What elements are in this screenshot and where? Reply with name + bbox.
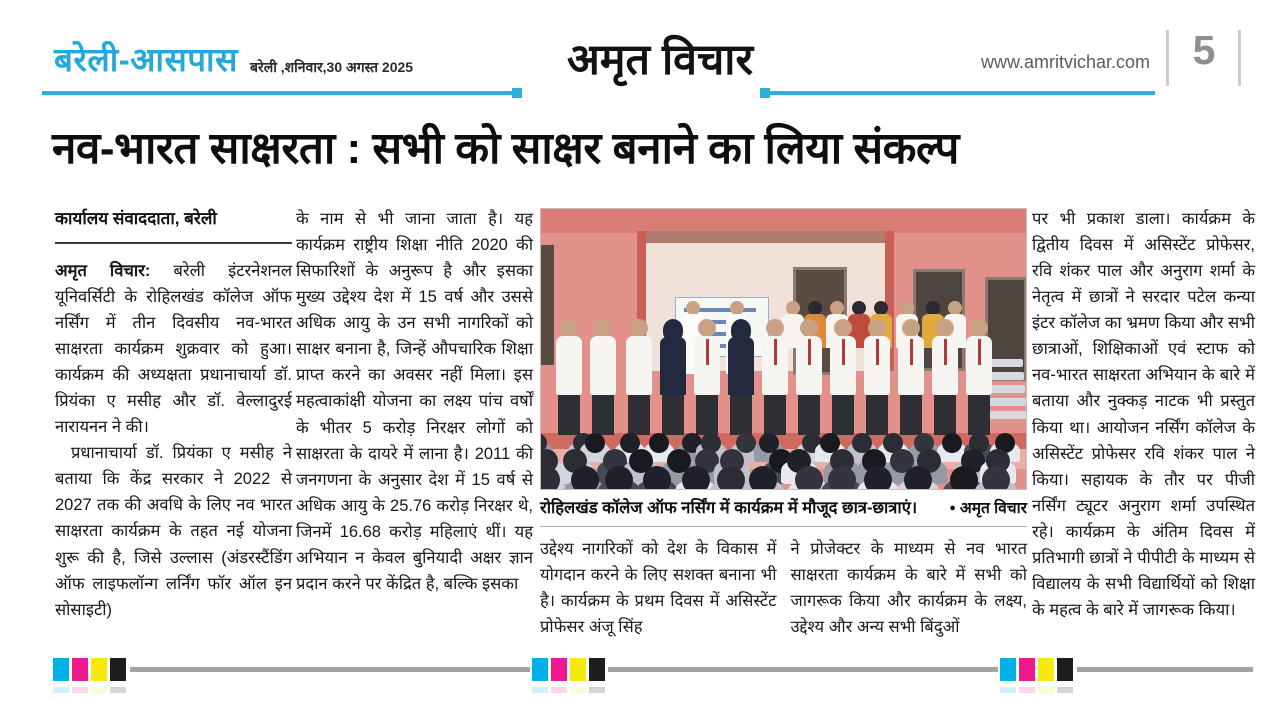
- back-row-head: [808, 301, 822, 315]
- paragraph: के नाम से भी जाना जाता है। यह कार्यक्रम राष्ट्रीय शिक्षा नीति 2020 की सिफारिशों के अनुरूप है और इसका मुख्य उद्देश्य देश में 15 वर्ष और उससे अधिक आयु के उन सभी नागरिकों को साक्षर बनाना है, जिन्हें औपचारिक शिक्षा प्राप्त करने का अवसर नहीं मिला। इस महत्वाकांक्षी योजना का लक्ष्य पांच वर्षों के भीतर 5 करोड़ निरक्षर लोगों को साक्षरता के दायरे में लाना है। 2011 की जनगणना के अनुसार देश में 15 वर्ष से अधिक आयु के 25.76 करोड़ निरक्षर थे, जिनमें 16.68 करोड़ महिलाएं थीं। यह अभियान न केवल बुनियादी अक्षर ज्ञान प्रदान करने पर केंद्रित है, बल्कि इसका: [296, 210, 533, 593]
- photo-credit-text: अमृत विचार: [959, 500, 1027, 517]
- person-head: [970, 319, 988, 337]
- back-row-head: [830, 301, 844, 315]
- person-legs: [696, 395, 718, 435]
- registration-square: [72, 658, 88, 681]
- left-doorway: [541, 245, 554, 365]
- article-column-4: ने प्रोजेक्टर के माध्यम से नव भारत साक्षरता कार्यक्रम के बारे में सभी को जागरूक किया और कार्यक्रम के लक्ष्य, उद्देश्य और अन्य सभी बिंदुओं: [790, 540, 1027, 637]
- person-legs: [662, 395, 684, 435]
- registration-square-ghost: [72, 687, 88, 693]
- crowd-head: [828, 466, 856, 490]
- section-label: बरेली-आसपास: [54, 41, 238, 78]
- person-head: [902, 319, 920, 337]
- crowd-head: [605, 466, 633, 490]
- article-column-3: उद्देश्य नागरिकों को देश के विकास में योगदान करने के लिए सशक्त बनाना भी है। कार्यक्रम के प्रथम दिवस में असिस्टेंट प्रोफेसर अंजू सिंह: [540, 540, 777, 637]
- print-rule: [608, 667, 998, 672]
- person-legs: [934, 395, 956, 435]
- registration-square-ghost: [570, 687, 586, 693]
- person-head: [868, 319, 886, 337]
- id-lanyard: [876, 339, 879, 365]
- registration-square: [551, 658, 567, 681]
- person-head: [594, 319, 612, 337]
- crowd-head: [864, 466, 892, 490]
- header-rule-left-endcap: [512, 88, 522, 98]
- crowd-head: [749, 466, 777, 490]
- print-rule: [130, 667, 530, 672]
- header-rule-right-endcap: [760, 88, 770, 98]
- back-row-head: [730, 301, 744, 315]
- registration-square-ghost: [532, 687, 548, 693]
- id-lanyard: [842, 339, 845, 365]
- crowd-head: [904, 466, 932, 490]
- crowd-head: [795, 466, 823, 490]
- person-legs: [558, 395, 580, 435]
- bullet-icon: ●: [949, 502, 956, 514]
- id-lanyard: [706, 339, 709, 365]
- header-rule-left: [42, 91, 512, 95]
- hijab-torso: [728, 337, 754, 395]
- photo-caption: रोहिलखंड कॉलेज ऑफ नर्सिंग में कार्यक्रम में मौजूद छात्र-छात्राएं।: [540, 499, 918, 517]
- page-number-divider-right: [1238, 30, 1241, 86]
- person-torso: [590, 336, 616, 395]
- print-rule: [1077, 667, 1253, 672]
- crowd-head: [649, 433, 669, 453]
- building-roofline: [541, 209, 1027, 233]
- crowd-head: [950, 466, 978, 490]
- crowd-head: [717, 466, 745, 490]
- registration-square-ghost: [551, 687, 567, 693]
- person-head: [560, 319, 578, 337]
- registration-square: [1019, 658, 1035, 681]
- registration-square: [91, 658, 107, 681]
- registration-square: [589, 658, 605, 681]
- registration-square-ghost: [1057, 687, 1073, 693]
- page-number: 5: [1192, 27, 1216, 73]
- page-number-divider-left: [1166, 30, 1169, 86]
- registration-square: [1057, 658, 1073, 681]
- person-head: [936, 319, 954, 337]
- registration-square-ghost: [91, 687, 107, 693]
- registration-square-ghost: [1000, 687, 1016, 693]
- article-headline: नव-भारत साक्षरता : सभी को साक्षर बनाने का लिया संकल्प: [52, 124, 959, 173]
- crowd-head: [682, 466, 710, 490]
- person-torso: [556, 336, 582, 395]
- registration-square-ghost: [110, 687, 126, 693]
- photo-block: [540, 208, 1027, 640]
- person-legs: [968, 395, 990, 435]
- byline: कार्यालय संवाददाता, बरेली: [55, 206, 292, 244]
- registration-square-ghost: [53, 687, 69, 693]
- registration-square: [532, 658, 548, 681]
- crowd-head: [942, 433, 962, 453]
- photo-credit: [949, 496, 1027, 518]
- article-column-1: [55, 206, 292, 623]
- back-row-head: [786, 301, 800, 315]
- id-lanyard: [978, 339, 981, 365]
- registration-square-ghost: [1019, 687, 1035, 693]
- paragraph-text: बरेली इंटरनेशनल यूनिवर्सिटी के रोहिलखंड कॉलेज ऑफ नर्सिंग में तीन दिवसीय नव-भारत साक्षरता कार्यक्रम शुक्रवार को हुआ। कार्यक्रम की अध्यक्षता प्रधानाचार्या डॉ. प्रियंका ए मसीह और डॉ. वेल्लादुरई नारायनन ने की।: [55, 261, 293, 437]
- registration-square-ghost: [1038, 687, 1054, 693]
- person-legs: [866, 395, 888, 435]
- person-legs: [798, 395, 820, 435]
- registration-square: [1038, 658, 1054, 681]
- crowd-head: [982, 466, 1010, 490]
- lead-label: अमृत विचार:: [55, 261, 151, 280]
- registration-square-ghost: [589, 687, 605, 693]
- person-legs: [592, 395, 614, 435]
- id-lanyard: [910, 339, 913, 365]
- person-head: [800, 319, 818, 337]
- person-legs: [628, 395, 650, 435]
- person-legs: [900, 395, 922, 435]
- crowd-head: [643, 466, 671, 490]
- person-head: [834, 319, 852, 337]
- back-row-head: [874, 301, 888, 315]
- person-head: [698, 319, 716, 337]
- back-row-head: [948, 301, 962, 315]
- person-legs: [730, 395, 752, 435]
- article-column-2: [296, 206, 533, 597]
- id-lanyard: [944, 339, 947, 365]
- back-row-head: [852, 301, 866, 315]
- back-row-head: [686, 301, 700, 315]
- crowd-head: [571, 466, 599, 490]
- crowd-head: [736, 433, 756, 453]
- news-photo: [540, 208, 1027, 490]
- registration-square: [110, 658, 126, 681]
- back-row-head: [926, 301, 940, 315]
- masthead-title: अमृत विचार: [566, 36, 754, 84]
- id-lanyard: [774, 339, 777, 365]
- paragraph: पर भी प्रकाश डाला। कार्यक्रम के द्वितीय दिवस में असिस्टेंट प्रोफेसर, रवि शंकर पाल और अनुराग शर्मा के नेतृत्व में छात्रों ने सरदार पटेल कन्या इंटर कॉलेज का भ्रमण किया और सभी छात्राओं, शिक्षिकाओं एवं स्टाफ को नव-भारत साक्षरता अभियान के बारे में बताया और नुक्कड़ नाटक भी प्रस्तुत किया था। आयोजन नर्सिंग कॉलेज के असिस्टेंट प्रोफेसर रवि शंकर पाल ने किया। सहायक के तौर पर पीजी नर्सिंग ट्यूटर अनुराग शर्मा उपस्थित रहे। कार्यक्रम के अंतिम दिवस में प्रतिभागी छात्रों ने पीपीटी के माध्यम से विद्यालय के सभी विद्यार्थियों को शिक्षा के महत्व के बारे में जागरूक किया।: [1032, 210, 1255, 619]
- person-legs: [764, 395, 786, 435]
- hijab-torso: [660, 337, 686, 395]
- registration-square: [570, 658, 586, 681]
- registration-square: [1000, 658, 1016, 681]
- paragraph: [55, 258, 292, 440]
- header-rule-right: [770, 91, 1155, 95]
- person-torso: [626, 336, 652, 395]
- person-legs: [832, 395, 854, 435]
- person-head: [630, 319, 648, 337]
- registration-square: [53, 658, 69, 681]
- website-url: www.amritvichar.com: [980, 52, 1150, 72]
- article-column-5: [1032, 206, 1255, 623]
- caption-divider: [540, 526, 1027, 527]
- dateline: बरेली ,शनिवार,30 अगस्त 2025: [250, 59, 414, 75]
- recess-beam: [645, 231, 885, 243]
- id-lanyard: [808, 339, 811, 365]
- back-row-head: [900, 301, 914, 315]
- person-head: [766, 319, 784, 337]
- paragraph: प्रधानाचार्या डॉ. प्रियंका ए मसीह ने बताया कि केंद्र सरकार ने 2022 से 2027 तक की अवधि के लिए नव भारत साक्षरता कार्यक्रम के तहत नई योजना शुरू की है, जिसे उल्लास (अंडरस्टैंडिंग ऑफ लाइफलॉन्ग लर्निंग फॉर ऑल इन सोसाइटी): [55, 444, 292, 619]
